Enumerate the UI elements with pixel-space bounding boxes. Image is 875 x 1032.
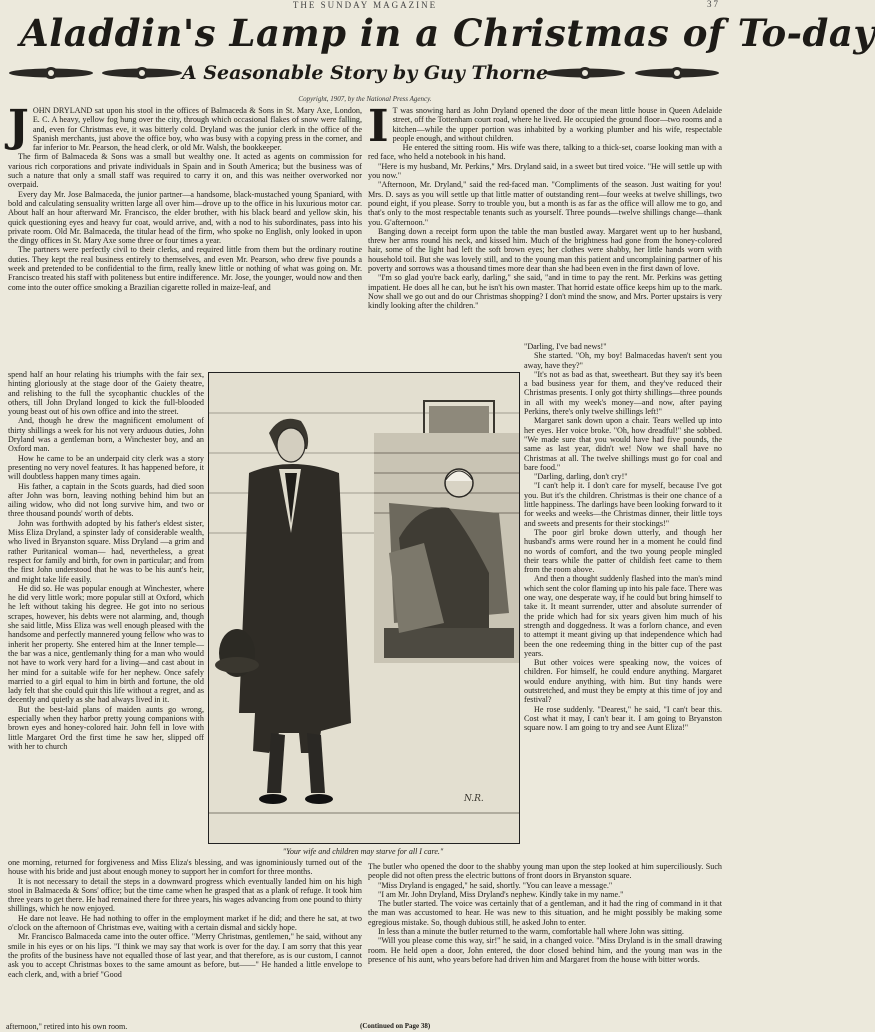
continued-note: (Continued on Page 38)	[360, 1022, 431, 1030]
paragraph: He dare not leave. He had nothing to offer in the employment market if he did; and there he sat, at two o'clock on the afternoon of Christmas eve, waiting with a certain dismal and sickly hope.	[8, 913, 362, 933]
paragraph: "I can't help it. I don't care for myself, because I've got you. But it's the children. Christmas is their one chance of a little happiness. The darlings have been looking forward to it for weeks and weeks—the Christmas dinner, their little toys and sweets and presents for their stockings!"	[524, 481, 722, 528]
footer-left-line: afternoon," retired into his own room.	[6, 1022, 128, 1031]
column-2-bottom	[368, 862, 722, 1012]
paragraph: "I am Mr. John Dryland, Miss Dryland's nephew. Kindly take in my name."	[378, 889, 624, 899]
story-illustration	[208, 372, 520, 844]
copyright-line: Copyright, 1907, by the National Press Agency.	[298, 95, 432, 103]
paragraph: His father, a captain in the Scots guards, had died soon after John was born, leaving nothing behind him but an ailing widow, who did not long survive him, and two or three thousand pounds' worth of debts.	[8, 481, 204, 519]
paragraph: It is not necessary to detail the steps in a downward progress which eventually landed him on his high stool in Balmaceda & Sons' office; but the time came when he grasped that as a plank of refuge. It took him three years to get there. He had remained there for three years, his wages advancing from one pound to thirty shillings, which he now enjoyed.	[8, 876, 362, 914]
paragraph: He entered the sitting room. His wife was there, talking to a thick-set, coarse looking man with a red face, who held a notebook in his hand.	[368, 143, 722, 162]
paragraph: Mr. Francisco Balmaceda came into the outer office. "Merry Christmas, gentlemen," he said, without any smile in his eyes or on his lips. "I think we may say that work is over for the day. I am sorry that this year the profits of the business have not equalled those of last year, and that therefore, as is our custom, I cannot ask you to accept Christmas boxes to the same amount as before, but——" He handed a little envelope to each clerk, and, with a brief "Good	[8, 932, 362, 979]
paragraph: Every day Mr. Jose Balmaceda, the junior partner—a handsome, black-mustached young Spaniard, with bold and calculating sensuality written large all over him—drove up to the office in his luxurious motor car. About half an hour afterward Mr. Francisco, the elder brother, with his black beard and yellow skin, his quick questioning eyes and heavy fur coat, would arrive, and, with a nod to his subordinates, pass into his private room. Old Mr. Balmaceda, the titular head of the firm, who spoke no English, only looked in upon the dingy offices in St. Mary Axe some three or four times a year.	[8, 189, 362, 246]
column-2-narrow	[524, 342, 722, 857]
page-number: 37	[707, 0, 720, 9]
paragraph: "I'm so glad you're back early, darling," she said, "and in time to pay the rent. Mr. Perkins was getting impatient. He does all he can, but he isn't his own master. That horrid estate office keeps him up to the mark. Now shall we go out and do our Christmas shopping? I don't mind the snow, and Mrs. Porter upstairs is very kindly looking after the children."	[368, 273, 722, 311]
ornament-right-2-icon	[632, 66, 722, 80]
paragraph: The partners were perfectly civil to their clerks, and required little from them but the ordinary routine duties. They kept the real business entirely to themselves, and even Mr. Pearson, who drew five pounds a week and pretended to be confidential to the firm, really knew little or nothing of what was going on. Mr. Francisco treated his staff with politeness but entire indifference. Mr. Jose, the younger, would now and then come into the outer office smoking a Brazilian cigarette rolled in maize-leaf, and	[8, 245, 362, 292]
paragraph: How he came to be an underpaid city clerk was a story presenting no very novel features. It has happened before, it will doubtless happen many times again.	[8, 453, 204, 482]
story-title: Aladdin's Lamp in a Christmas of To-day	[20, 11, 875, 55]
paragraph: The firm of Balmaceda & Sons was a small but wealthy one. It acted as agents on commission for various rich corporations and private individuals in Spain and in South America; but the business was of such a nature that only a small staff was required to carry it on, and this was neither overworked nor overpaid.	[8, 152, 362, 190]
paragraph: But other voices were speaking now, the voices of children. For himself, he could endure anything. Margaret would endure anything, with him. But tiny hands were outstretched, and must they be empty at this time of joy and festival?	[524, 658, 722, 705]
paragraph: He did so. He was popular enough at Winchester, where he did very little work; more popular still at Oxford, which he left without taking his degree. He got into no serious scrapes, however, his debts were not alarming, and, though she said little, Miss Eliza was well enough pleased with the handsome and perfectly mannered young fellow who was to inherit her property. She entered him at the Inner temple—the bar was a nice, gentlemanly thing for a man who would not have to work very hard for a living—and cast about in her mind for a suitable wife for her nephew. Once safely married to a girl equal to him in birth and fortune, the old lady felt that she could quit this life without a regret, and as decently and quietly as she had always lived in it.	[8, 583, 204, 705]
paragraph: John was forthwith adopted by his father's eldest sister, Miss Eliza Dryland, a spinster lady of considerable wealth, who lived in Bryanston square. Miss Dryland —a grim and rather Puritanical woman— had, nevertheless, a great respect for family and birth, for own in particular; and from the first John understood that he was to be his aunt's heir, and might take life easily.	[8, 518, 204, 584]
paragraph: "Darling, darling, don't cry!"	[534, 472, 628, 482]
svg-text:N.R.: N.R.	[464, 794, 484, 804]
paragraph: The butler started. The voice was certainly that of a gentleman, and it had the ring of command in it that the man was accustomed to hear. He was new to this situation, and he might possibly be making some egregious mistake. So, though dubious still, he asked John to enter.	[368, 899, 722, 927]
paragraph: "Miss Dryland is engaged," he said, shortly. "You can leave a message."	[378, 880, 613, 890]
paragraph: "Afternoon, Mr. Dryland," said the red-faced man. "Compliments of the season. Just waiting for you! Mrs. D. says as you will settle up that little matter of outstanding rent—four weeks at twelve shillings, two pound eight, if you please. Sorry to trouble you, but a month is as far as the office will allow me to go, and that's only to the most respectable tenants such as yourself. Three pounds—twelve shillings change—thank you. G'afternoon."	[368, 180, 722, 227]
paragraph: Margaret sank down upon a chair. Tears welled up into her eyes. Her voice broke. "Oh, how dreadful!" she sobbed. "We made sure that you would have had five pounds, the same as last year, didn't we! Now we shall have no Christmas at all. The twelve shillings must go for coal and bare food."	[524, 416, 722, 472]
paragraph: But the best-laid plans of maiden aunts go wrong, especially when they harbor pretty young companions with brown eyes and honey-colored hair. John fell in love with little Margaret Ord the first time he saw her, slipped off with her to church	[8, 704, 204, 751]
paragraph: She started. "Oh, my boy! Balmacedas haven't sent you away, have they?"	[524, 351, 722, 370]
paragraph: OHN DRYLAND sat upon his stool in the offices of Balmaceda & Sons in St. Mary Axe, London, E. C. A heavy, yellow fog hung over the city, through which occasional flakes of snow were falling, and, even for Christmas eve, it was bitterly cold. Dryland was the junior clerk in the office of the Spanish merchants, just above the office boy, who was busy with a copying press in the corner, and far inferior to Mr. Pearson, the head clerk, or old Mr. Walsh, the bookkeeper.	[32, 106, 362, 153]
paragraph: In less than a minute the butler returned to the warm, comfortable hall where John was sitting.	[378, 927, 684, 937]
running-head	[0, 0, 730, 10]
story-subtitle: A Seasonable Story by Guy Thorne	[181, 62, 549, 84]
ornament-left-icon	[6, 66, 96, 80]
paragraph: T was snowing hard as John Dryland opened the door of the mean little house in Queen Adelaide street, off the Tottenham court road, where he lived. He occupied the ground floor—two rooms and a kitchen—while the upper portion was inhabited by a working plumber and his wife, respectable people enough, and without children.	[392, 106, 722, 143]
column-1-narrow	[8, 370, 204, 857]
paragraph: "It's not as bad as that, sweetheart. But they say it's been a bad business year for them, and they've reduced their Christmas presents. I only got thirty shillings—three pounds in all with my week's money—and now, after paying Perkins, there's only twelve shillings left!"	[524, 369, 722, 417]
paragraph: And, though he drew the magnificent emolument of thirty shillings a week for his not very arduous duties, John Dryland was a gentleman born, a Winchester boy, and an Oxford man.	[8, 416, 204, 454]
illustration-drawing	[209, 373, 519, 843]
paragraph: one morning, returned for forgiveness and Miss Eliza's blessing, and was ignominiously turned out of the house with his bride and just about enough money to support her in comfort for three months.	[8, 858, 362, 877]
illustration-caption: "Your wife and children may starve for all I care."	[282, 847, 444, 856]
paragraph: "Here is my husband, Mr. Perkins," Mrs. Dryland said, in a sweet but tired voice. "He will settle up with you now."	[368, 161, 722, 181]
paragraph: The poor girl broke down utterly, and though her husband's arms were round her in a moment he could find no words of comfort, and the two young people mingled their tears while the patter of childish feet came to them from the room above.	[524, 527, 722, 575]
paragraph: "Will you please come this way, sir!" he said, in a changed voice. "Miss Dryland is in the small drawing room. He held open a door, John entered, the door closed behind him, and the young man was in the presence of his aunt, who years before had driven him and Margaret from the house with bitter words.	[368, 936, 722, 964]
column-1-bottom	[8, 858, 362, 1021]
paragraph: spend half an hour relating his triumphs with the fair sex, hinting gloriously at the stage door of the Gaiety theatre, and relishing to the full the sycophantic chuckles of the others, till John Dryland longed to kick the full-blooded young beast out of his own office and into the street.	[8, 370, 204, 417]
paragraph: "Darling, I've bad news!"	[524, 342, 607, 351]
column-2-top	[368, 101, 722, 368]
paragraph: And then a thought suddenly flashed into the man's mind which sent the color flaming up into his pale face. There was one way, one desperate way, if he could but bring himself to take it. It meant surrender, utter and absolute surrender of the pride which had for six years given him much of his strength and doggedness. It was a forlorn chance, and even to attempt it meant giving up that independence which had been the one redeeming thing in the bitter cup of the past years.	[524, 574, 722, 658]
paragraph: The butler who opened the door to the shabby young man upon the step looked at him superciliously. Such people did not often press the electric buttons of front doors in Bryanston square.	[368, 862, 722, 881]
paragraph: He rose suddenly. "Dearest," he said, "I can't bear this. Cost what it may, I can't bear it. I am going to Bryanston square now. I am going to try and see Aunt Eliza!"	[524, 704, 722, 733]
paragraph: Banging down a receipt form upon the table the man bustled away. Margaret went up to her husband, threw her arms round his neck, and kissed him. Much of the brightness had gone from the honey-colored hair, some of the light had left the soft brown eyes; her clothes were shabby, her little hands worn with household toil. But she was lovely still, and to the young man this patient and uncomplaining partner of his poverty and sorrows was a thousand times more dear than she had been even in the first dawn of love.	[368, 226, 722, 274]
column-1-top	[8, 101, 362, 368]
running-head-text: THE SUNDAY MAGAZINE	[292, 0, 438, 10]
dropcap: J	[8, 101, 29, 152]
dropcap: I	[368, 101, 389, 152]
